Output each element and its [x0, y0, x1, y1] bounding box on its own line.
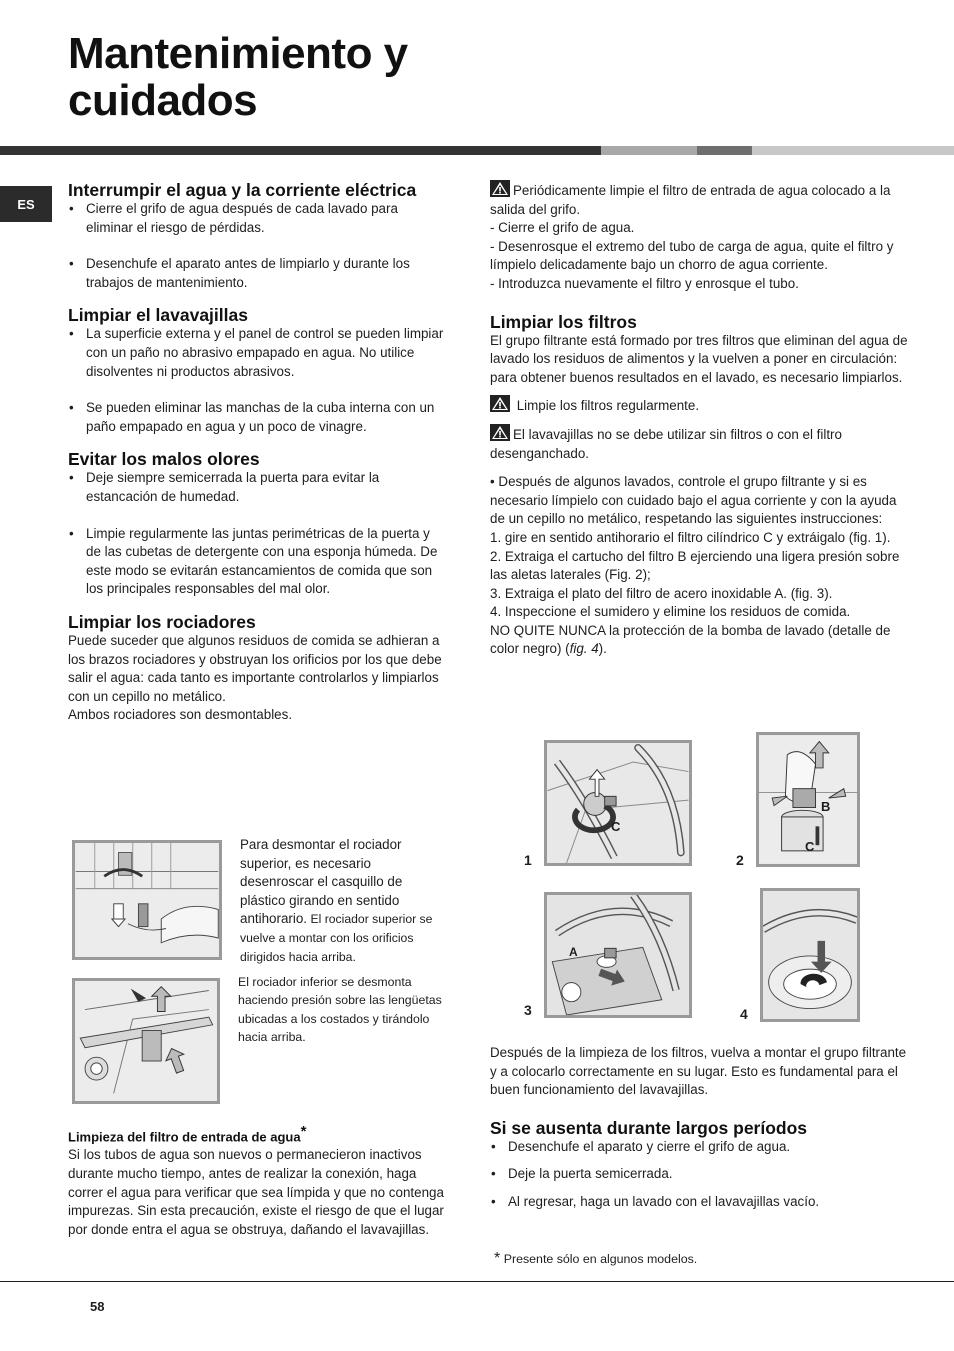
section-title: Limpieza del filtro de entrada de agua*	[68, 1123, 307, 1145]
left-column	[68, 180, 446, 725]
list-item: • Deje la puerta semicerrada.	[490, 1165, 910, 1184]
footnote: * Presente sólo en algunos modelos.	[494, 1250, 698, 1267]
lower-sprayer-caption: El rociador inferior se desmonta haciendo presión sobre las lengüetas ubicadas a los costados y tirándolo hacia arriba.	[238, 975, 442, 1044]
step: - Cierre el grifo de agua.	[490, 220, 635, 236]
filter-figure-4	[760, 888, 860, 1022]
label-c: C	[611, 819, 621, 834]
right-column-bottom	[490, 1044, 910, 1212]
label-c: C	[805, 839, 815, 854]
list-item: • Desenchufe el aparato antes de limpiarlo y durante los trabajos de mantenimiento.	[68, 255, 446, 292]
upper-sprayer-drawing	[75, 843, 219, 957]
figure-number: 1	[524, 852, 532, 868]
paragraph: • Después de algunos lavados, controle el grupo filtrante y si es necesario límpielo con cuidado bajo el agua corriente y con la ayuda de un cepillo no metálico, respetando las siguientes instrucciones:	[490, 474, 897, 527]
filter-drawing-1	[547, 743, 689, 863]
warning-paragraph: Limpie los filtros regularmente.	[490, 395, 910, 416]
label-b: B	[821, 799, 831, 814]
section-title: Limpiar los filtros	[490, 311, 637, 332]
list-item: • Al regresar, haga un lavado con el lavavajillas vacío.	[490, 1193, 910, 1212]
instruction: 2. Extraiga el cartucho del filtro B ejerciendo una ligera presión sobre las aletas laterales (Fig. 2);	[490, 548, 900, 583]
section-title: Si se ausenta durante largos períodos	[490, 1117, 808, 1138]
paragraph: Después de la limpieza de los filtros, vuelva a montar el grupo filtrante y a colocarlo correctamente en su lugar. Esto es fundamental para el buen funcionamiento del lavavajillas.	[490, 1045, 907, 1098]
water-filter-section	[68, 1123, 446, 1239]
list-item: • Se pueden eliminar las manchas de la cuba interna con un paño empapado en agua y un poco de vinagre.	[68, 399, 446, 436]
page-title: Mantenimiento y cuidados	[68, 29, 408, 125]
instruction: 3. Extraiga el plato del filtro de acero inoxidable A. (fig. 3).	[490, 585, 833, 601]
warning-triangle-icon	[490, 424, 510, 441]
section-title: Limpiar el lavavajillas	[68, 305, 248, 326]
filter-figure-1	[544, 740, 692, 866]
figure-number: 3	[524, 1002, 532, 1018]
header-rule-gray	[601, 146, 697, 155]
paragraph: El grupo filtrante está formado por tres filtros que eliminan del agua de lavado los residuos de alimentos y la vuelven a poner en circulación: para obtener buenos resultados en el lavado, es necesario limpiarlos.	[490, 332, 908, 385]
instruction: 1. gire en sentido antihorario el filtro cilíndrico C y extráigalo (fig. 1).	[490, 529, 891, 545]
section-title: Interrumpir el agua y la corriente eléctrica	[68, 180, 417, 200]
footer-rule	[0, 1281, 954, 1282]
lower-sprayer-figure	[72, 978, 220, 1104]
page-number: 58	[90, 1299, 105, 1314]
language-tab: ES	[0, 186, 52, 222]
filter-figure-2	[756, 732, 860, 867]
section-title: Evitar los malos olores	[68, 449, 260, 470]
warning-triangle-icon	[490, 395, 510, 412]
label-a: A	[569, 945, 578, 959]
paragraph: Si los tubos de agua son nuevos o permanecieron inactivos durante mucho tiempo, antes de realizar la conexión, haga correr el agua para verificar que sea límpida y que no contenga impurezas. Sin esta precaución, existe el riesgo de que el lugar por donde entra el agua se obstruya, dañando el lavavajillas.	[68, 1147, 444, 1237]
right-column-top	[490, 180, 910, 659]
header-rule-light	[752, 146, 954, 155]
filter-figure-3	[544, 892, 692, 1018]
step: - Desenrosque el extremo del tubo de carga de agua, quite el filtro y límpielo delicadamente bajo un chorro de agua corriente.	[490, 238, 894, 273]
instruction: NO QUITE NUNCA la protección de la bomba de lavado (detalle de color negro) (fig. 4).	[490, 622, 891, 657]
list-item: • Cierre el grifo de agua después de cada lavado para eliminar el riesgo de pérdidas.	[68, 200, 446, 237]
paragraph: Puede suceder que algunos residuos de comida se adhieran a los brazos rociadores y obstruyan los orificios por los que debe salir el agua: cada tanto es importante controlarlos y limpiarlos con un cepillo no metálico.	[68, 632, 442, 704]
warning-paragraph: El lavavajillas no se debe utilizar sin filtros o con el filtro desenganchado.	[490, 424, 910, 463]
step: - Introduzca nuevamente el filtro y enrosque el tubo.	[490, 275, 799, 291]
filter-drawing-4	[763, 891, 857, 1019]
instruction: 4. Inspeccione el sumidero y elimine los residuos de comida.	[490, 604, 851, 620]
list-item: • Desenchufe el aparato y cierre el grifo de agua.	[490, 1138, 910, 1157]
section-title: Limpiar los rociadores	[68, 611, 256, 632]
upper-sprayer-figure	[72, 840, 222, 960]
upper-sprayer-caption: Para desmontar el rociador superior, es necesario desenroscar el casquillo de plástico girando en sentido antihorario. El rociador superior se vuelve a montar con los orificios dirigidos hacia arriba.	[240, 837, 433, 964]
header-rule-mid	[697, 146, 752, 155]
header-rule-dark	[0, 146, 601, 155]
list-item: • Deje siempre semicerrada la puerta para evitar la estancación de humedad.	[68, 469, 446, 506]
list-item: • Limpie regularmente las juntas perimétricas de la puerta y de las cubetas de detergente con una esponja húmeda. De este modo se evitarán estancamientos de comida que son los principales responsables del mal olor.	[68, 525, 446, 599]
list-item: • La superficie externa y el panel de control se pueden limpiar con un paño no abrasivo empapado en agua. No utilice disolventes ni productos abrasivos.	[68, 325, 446, 381]
lower-sprayer-drawing	[75, 981, 217, 1101]
warning-paragraph: Periódicamente limpie el filtro de entrada de agua colocado a la salida del grifo.	[490, 180, 910, 219]
warning-triangle-icon	[490, 180, 510, 197]
paragraph: Ambos rociadores son desmontables.	[68, 707, 293, 723]
figure-number: 2	[736, 852, 744, 868]
figure-number: 4	[740, 1006, 748, 1022]
